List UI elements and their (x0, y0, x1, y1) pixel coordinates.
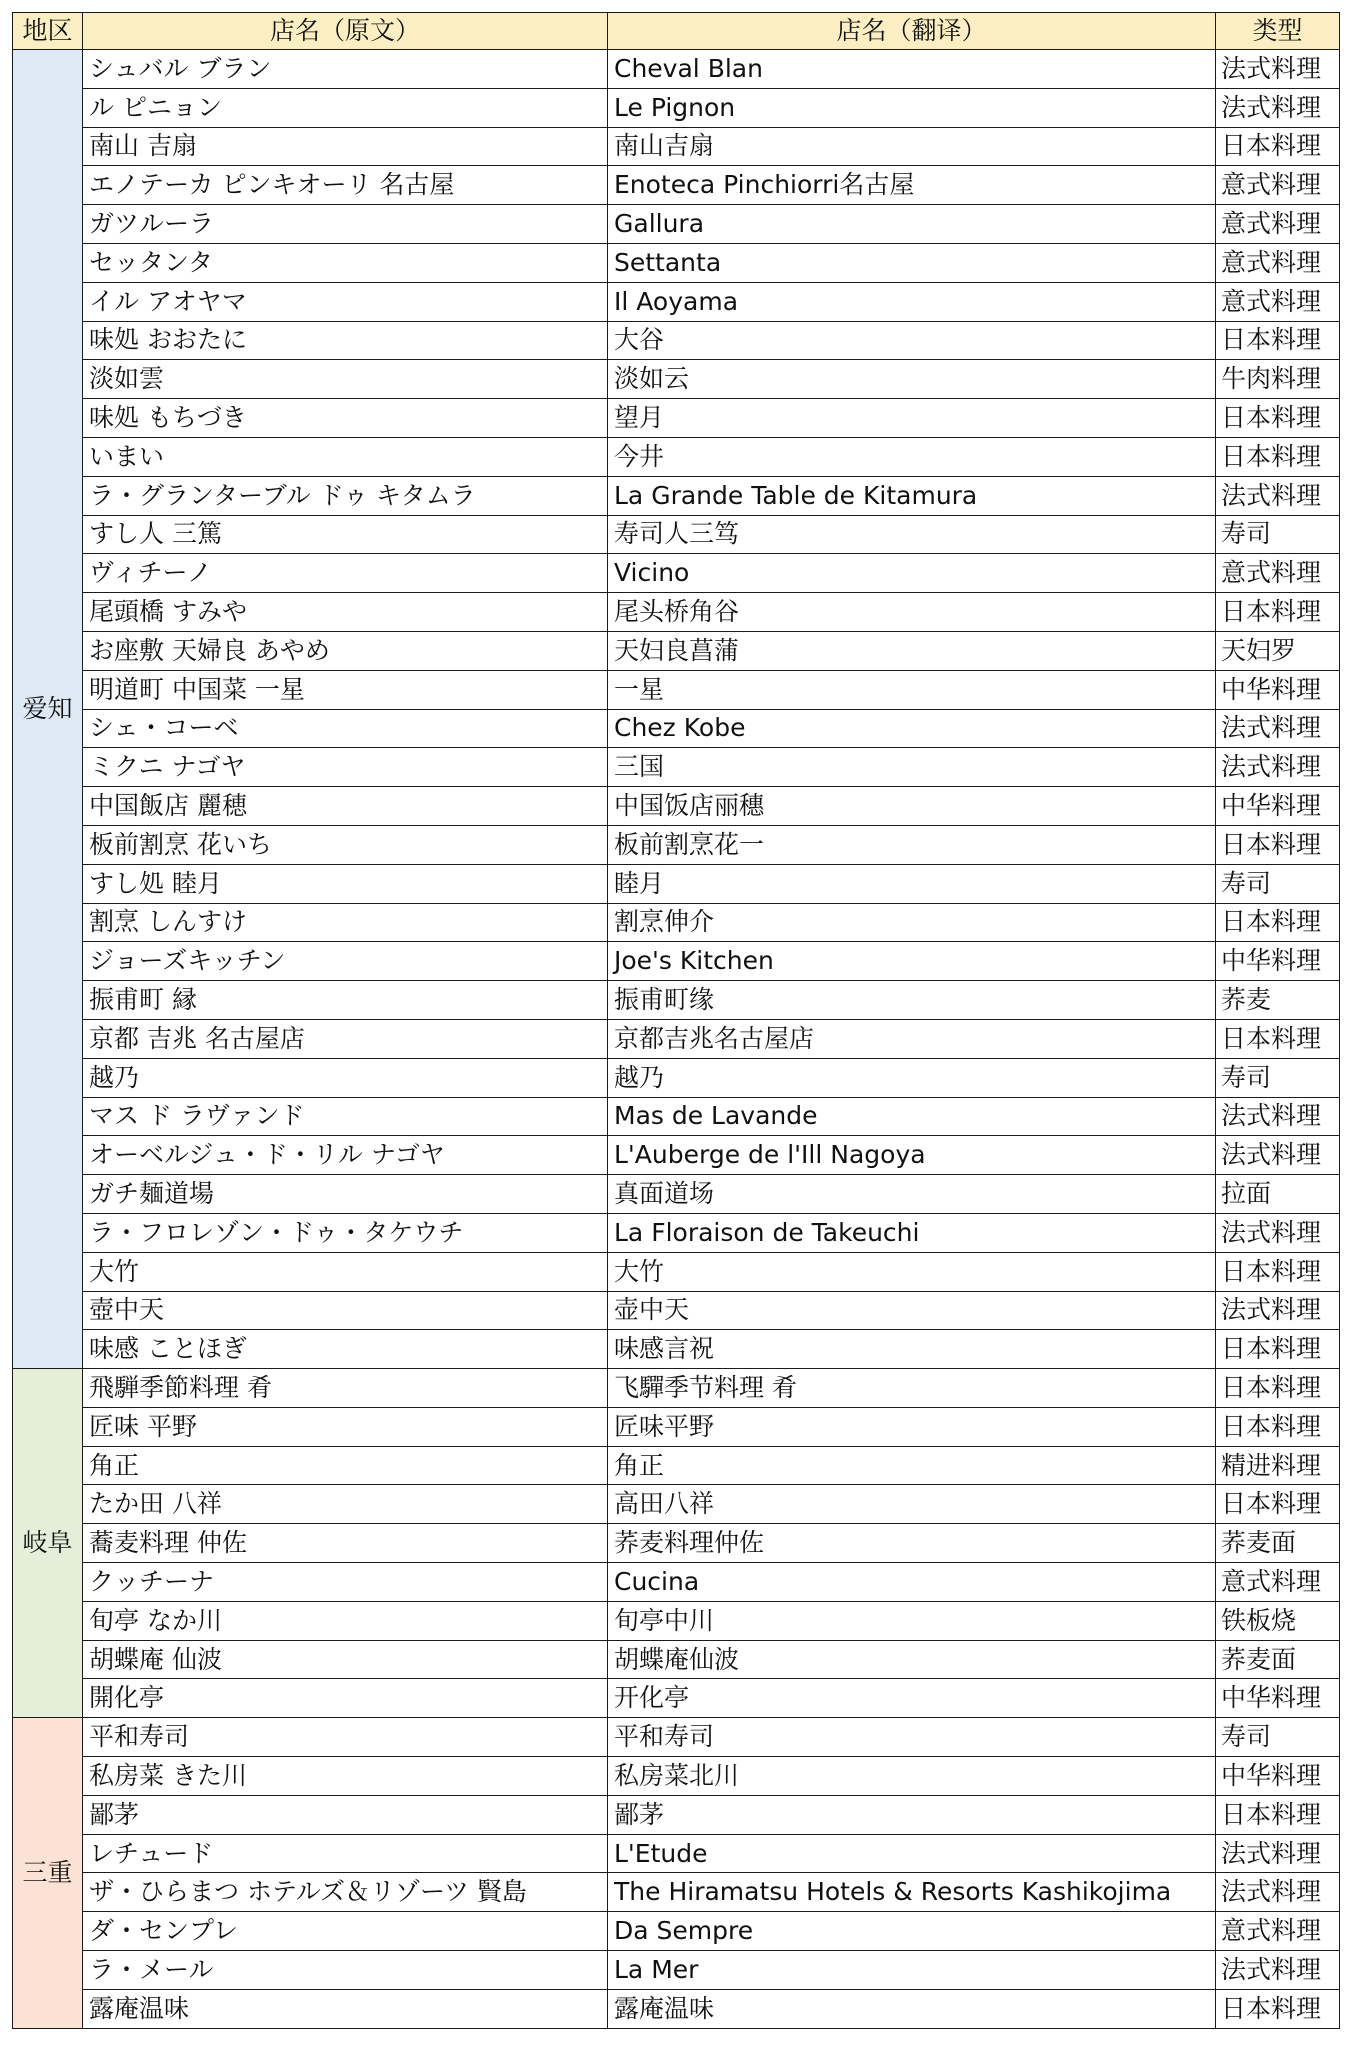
name-translated-cell: Vicino (608, 554, 1216, 593)
header-type: 类型 (1216, 13, 1340, 50)
name-translated-cell: Settanta (608, 243, 1216, 282)
type-cell: 精进料理 (1216, 1446, 1340, 1485)
table-row (13, 1524, 1340, 1563)
type-cell: 日本料理 (1216, 1795, 1340, 1834)
type-cell: 中华料理 (1216, 670, 1340, 709)
type-cell: 日本料理 (1216, 1407, 1340, 1446)
table-row (13, 942, 1340, 981)
name-translated-cell: The Hiramatsu Hotels & Resorts Kashikojima (608, 1873, 1216, 1912)
name-original-cell: 南山 吉扇 (83, 127, 608, 166)
type-cell: 法式料理 (1216, 1834, 1340, 1873)
table-row (13, 1097, 1340, 1136)
table-row (13, 1019, 1340, 1058)
name-translated-cell: 真面道场 (608, 1175, 1216, 1214)
name-translated-cell: Cheval Blan (608, 50, 1216, 89)
name-original-cell: ラ・フロレゾン・ドゥ・タケウチ (83, 1213, 608, 1252)
type-cell: 法式料理 (1216, 1136, 1340, 1175)
name-translated-cell: 角正 (608, 1446, 1216, 1485)
table-row (13, 1058, 1340, 1097)
name-original-cell: ジョーズキッチン (83, 942, 608, 981)
table-row (13, 50, 1340, 89)
name-translated-cell: La Grande Table de Kitamura (608, 476, 1216, 515)
type-cell: 寿司 (1216, 1058, 1340, 1097)
type-cell: 荞麦面 (1216, 1524, 1340, 1563)
type-cell: 意式料理 (1216, 166, 1340, 205)
table-row (13, 1834, 1340, 1873)
type-cell: 日本料理 (1216, 593, 1340, 632)
type-cell: 日本料理 (1216, 1019, 1340, 1058)
name-original-cell: 振甫町 縁 (83, 981, 608, 1020)
type-cell: 中华料理 (1216, 1757, 1340, 1796)
name-original-cell: ガチ麺道場 (83, 1175, 608, 1214)
name-translated-cell: 露庵温味 (608, 1989, 1216, 2028)
table-row (13, 282, 1340, 321)
name-translated-cell: 荞麦料理仲佐 (608, 1524, 1216, 1563)
table-row (13, 554, 1340, 593)
name-original-cell: エノテーカ ピンキオーリ 名古屋 (83, 166, 608, 205)
name-translated-cell: 睦月 (608, 864, 1216, 903)
type-cell: 日本料理 (1216, 1369, 1340, 1408)
table-row (13, 903, 1340, 942)
name-translated-cell: 壶中天 (608, 1291, 1216, 1330)
type-cell: 法式料理 (1216, 1873, 1340, 1912)
table-row (13, 88, 1340, 127)
name-translated-cell: 鄙茅 (608, 1795, 1216, 1834)
name-original-cell: シュバル ブラン (83, 50, 608, 89)
type-cell: 法式料理 (1216, 748, 1340, 787)
name-original-cell: 越乃 (83, 1058, 608, 1097)
type-cell: 日本料理 (1216, 399, 1340, 438)
type-cell: 中华料理 (1216, 942, 1340, 981)
name-translated-cell: 中国饭店丽穗 (608, 787, 1216, 826)
region-cell: 爱知 (13, 50, 83, 1369)
table-row (13, 243, 1340, 282)
name-original-cell: いまい (83, 437, 608, 476)
name-translated-cell: Le Pignon (608, 88, 1216, 127)
type-cell: 牛肉料理 (1216, 360, 1340, 399)
type-cell: 日本料理 (1216, 127, 1340, 166)
name-translated-cell: L'Auberge de l'Ill Nagoya (608, 1136, 1216, 1175)
name-translated-cell: 大竹 (608, 1252, 1216, 1291)
header-name-original: 店名（原文） (83, 13, 608, 50)
restaurant-table (12, 12, 1340, 2029)
table-row (13, 981, 1340, 1020)
type-cell: 日本料理 (1216, 1989, 1340, 2028)
table-row (13, 1213, 1340, 1252)
name-original-cell: 京都 吉兆 名古屋店 (83, 1019, 608, 1058)
table-row (13, 787, 1340, 826)
name-original-cell: 蕎麦料理 仲佐 (83, 1524, 608, 1563)
name-translated-cell: 飞驒季节料理 肴 (608, 1369, 1216, 1408)
name-original-cell: 板前割烹 花いち (83, 825, 608, 864)
type-cell: 意式料理 (1216, 243, 1340, 282)
table-body (13, 50, 1340, 2029)
name-original-cell: すし人 三篤 (83, 515, 608, 554)
table-row (13, 1136, 1340, 1175)
type-cell: 意式料理 (1216, 205, 1340, 244)
type-cell: 拉面 (1216, 1175, 1340, 1214)
table-row (13, 1640, 1340, 1679)
table-row (13, 593, 1340, 632)
name-translated-cell: Joe's Kitchen (608, 942, 1216, 981)
type-cell: 寿司 (1216, 864, 1340, 903)
type-cell: 荞麦面 (1216, 1640, 1340, 1679)
name-original-cell: 味感 ことほぎ (83, 1330, 608, 1369)
header-name-translated: 店名（翻译） (608, 13, 1216, 50)
name-original-cell: ガツルーラ (83, 205, 608, 244)
table-row (13, 1485, 1340, 1524)
type-cell: 日本料理 (1216, 825, 1340, 864)
type-cell: 法式料理 (1216, 709, 1340, 748)
table-row (13, 670, 1340, 709)
name-translated-cell: 高田八祥 (608, 1485, 1216, 1524)
table-row (13, 166, 1340, 205)
name-translated-cell: 淡如云 (608, 360, 1216, 399)
table-row (13, 1407, 1340, 1446)
name-original-cell: お座敷 天婦良 あやめ (83, 631, 608, 670)
name-original-cell: レチュード (83, 1834, 608, 1873)
header-row (13, 13, 1340, 50)
name-translated-cell: 旬亭中川 (608, 1601, 1216, 1640)
name-original-cell: 淡如雲 (83, 360, 608, 399)
name-original-cell: ラ・グランターブル ドゥ キタムラ (83, 476, 608, 515)
name-translated-cell: 尾头桥角谷 (608, 593, 1216, 632)
type-cell: 中华料理 (1216, 1679, 1340, 1718)
table-row (13, 1912, 1340, 1951)
table-row (13, 127, 1340, 166)
name-translated-cell: Mas de Lavande (608, 1097, 1216, 1136)
name-original-cell: シェ・コーベ (83, 709, 608, 748)
name-translated-cell: 味感言祝 (608, 1330, 1216, 1369)
name-original-cell: 角正 (83, 1446, 608, 1485)
table-row (13, 476, 1340, 515)
type-cell: 天妇罗 (1216, 631, 1340, 670)
type-cell: 寿司 (1216, 1718, 1340, 1757)
name-original-cell: 中国飯店 麗穂 (83, 787, 608, 826)
name-translated-cell: Cucina (608, 1563, 1216, 1602)
type-cell: 法式料理 (1216, 1097, 1340, 1136)
name-original-cell: 匠味 平野 (83, 1407, 608, 1446)
name-translated-cell: La Mer (608, 1951, 1216, 1990)
table-row (13, 1291, 1340, 1330)
type-cell: 意式料理 (1216, 554, 1340, 593)
table-row (13, 437, 1340, 476)
name-original-cell: 鄙茅 (83, 1795, 608, 1834)
table-row (13, 1989, 1340, 2028)
name-original-cell: たか田 八祥 (83, 1485, 608, 1524)
name-translated-cell: Gallura (608, 205, 1216, 244)
name-original-cell: 味処 おおたに (83, 321, 608, 360)
name-translated-cell: Chez Kobe (608, 709, 1216, 748)
name-translated-cell: Da Sempre (608, 1912, 1216, 1951)
name-translated-cell: 寿司人三笃 (608, 515, 1216, 554)
name-translated-cell: 匠味平野 (608, 1407, 1216, 1446)
name-original-cell: 平和寿司 (83, 1718, 608, 1757)
type-cell: 日本料理 (1216, 1485, 1340, 1524)
name-original-cell: 味処 もちづき (83, 399, 608, 438)
table-row (13, 1446, 1340, 1485)
type-cell: 法式料理 (1216, 476, 1340, 515)
name-translated-cell: 振甫町缘 (608, 981, 1216, 1020)
name-translated-cell: 开化亭 (608, 1679, 1216, 1718)
type-cell: 日本料理 (1216, 437, 1340, 476)
name-original-cell: すし処 睦月 (83, 864, 608, 903)
name-translated-cell: 越乃 (608, 1058, 1216, 1097)
table-row (13, 399, 1340, 438)
name-translated-cell: 三国 (608, 748, 1216, 787)
name-original-cell: 大竹 (83, 1252, 608, 1291)
name-original-cell: セッタンタ (83, 243, 608, 282)
name-original-cell: ザ・ひらまつ ホテルズ＆リゾーツ 賢島 (83, 1873, 608, 1912)
name-original-cell: 明道町 中国菜 一星 (83, 670, 608, 709)
type-cell: 日本料理 (1216, 321, 1340, 360)
name-translated-cell: 割烹伸介 (608, 903, 1216, 942)
name-translated-cell: Enoteca Pinchiorri名古屋 (608, 166, 1216, 205)
table-row (13, 321, 1340, 360)
table-row (13, 1679, 1340, 1718)
table-row (13, 748, 1340, 787)
table-row (13, 1563, 1340, 1602)
name-translated-cell: 天妇良菖蒲 (608, 631, 1216, 670)
type-cell: 意式料理 (1216, 1912, 1340, 1951)
table-row (13, 1175, 1340, 1214)
table-row (13, 1757, 1340, 1796)
table-header (13, 13, 1340, 50)
name-original-cell: オーベルジュ・ド・リル ナゴヤ (83, 1136, 608, 1175)
name-translated-cell: 今井 (608, 437, 1216, 476)
table-row (13, 515, 1340, 554)
table-row (13, 864, 1340, 903)
type-cell: 法式料理 (1216, 1291, 1340, 1330)
table-row (13, 360, 1340, 399)
name-original-cell: ミクニ ナゴヤ (83, 748, 608, 787)
table-row (13, 1795, 1340, 1834)
region-cell: 三重 (13, 1718, 83, 2028)
name-translated-cell: 一星 (608, 670, 1216, 709)
type-cell: 法式料理 (1216, 1213, 1340, 1252)
name-translated-cell: L'Etude (608, 1834, 1216, 1873)
type-cell: 寿司 (1216, 515, 1340, 554)
type-cell: 铁板烧 (1216, 1601, 1340, 1640)
name-original-cell: ラ・メール (83, 1951, 608, 1990)
name-original-cell: ダ・センプレ (83, 1912, 608, 1951)
table-row (13, 205, 1340, 244)
table-row (13, 1873, 1340, 1912)
table-row (13, 1252, 1340, 1291)
name-original-cell: マス ド ラヴァンド (83, 1097, 608, 1136)
name-translated-cell: 大谷 (608, 321, 1216, 360)
name-original-cell: 開化亭 (83, 1679, 608, 1718)
type-cell: 法式料理 (1216, 1951, 1340, 1990)
name-translated-cell: La Floraison de Takeuchi (608, 1213, 1216, 1252)
name-original-cell: 割烹 しんすけ (83, 903, 608, 942)
name-original-cell: ヴィチーノ (83, 554, 608, 593)
table-row (13, 1951, 1340, 1990)
table-row (13, 1369, 1340, 1408)
type-cell: 中华料理 (1216, 787, 1340, 826)
name-original-cell: 飛騨季節料理 肴 (83, 1369, 608, 1408)
name-translated-cell: 平和寿司 (608, 1718, 1216, 1757)
name-translated-cell: 京都吉兆名古屋店 (608, 1019, 1216, 1058)
type-cell: 日本料理 (1216, 903, 1340, 942)
table-row (13, 1718, 1340, 1757)
header-region: 地区 (13, 13, 83, 50)
name-translated-cell: 板前割烹花一 (608, 825, 1216, 864)
table-row (13, 709, 1340, 748)
name-original-cell: イル アオヤマ (83, 282, 608, 321)
type-cell: 意式料理 (1216, 1563, 1340, 1602)
type-cell: 意式料理 (1216, 282, 1340, 321)
table-row (13, 1601, 1340, 1640)
name-original-cell: 露庵温味 (83, 1989, 608, 2028)
type-cell: 日本料理 (1216, 1252, 1340, 1291)
name-translated-cell: 南山吉扇 (608, 127, 1216, 166)
name-original-cell: 胡蝶庵 仙波 (83, 1640, 608, 1679)
name-translated-cell: 胡蝶庵仙波 (608, 1640, 1216, 1679)
type-cell: 荞麦 (1216, 981, 1340, 1020)
name-original-cell: 壺中天 (83, 1291, 608, 1330)
name-original-cell: 旬亭 なか川 (83, 1601, 608, 1640)
table-row (13, 1330, 1340, 1369)
type-cell: 法式料理 (1216, 88, 1340, 127)
name-translated-cell: 私房菜北川 (608, 1757, 1216, 1796)
type-cell: 日本料理 (1216, 1330, 1340, 1369)
name-original-cell: クッチーナ (83, 1563, 608, 1602)
name-original-cell: 尾頭橋 すみや (83, 593, 608, 632)
table-row (13, 631, 1340, 670)
name-translated-cell: Il Aoyama (608, 282, 1216, 321)
name-original-cell: ル ピニョン (83, 88, 608, 127)
table-row (13, 825, 1340, 864)
name-translated-cell: 望月 (608, 399, 1216, 438)
name-original-cell: 私房菜 きた川 (83, 1757, 608, 1796)
type-cell: 法式料理 (1216, 50, 1340, 89)
region-cell: 岐阜 (13, 1369, 83, 1718)
